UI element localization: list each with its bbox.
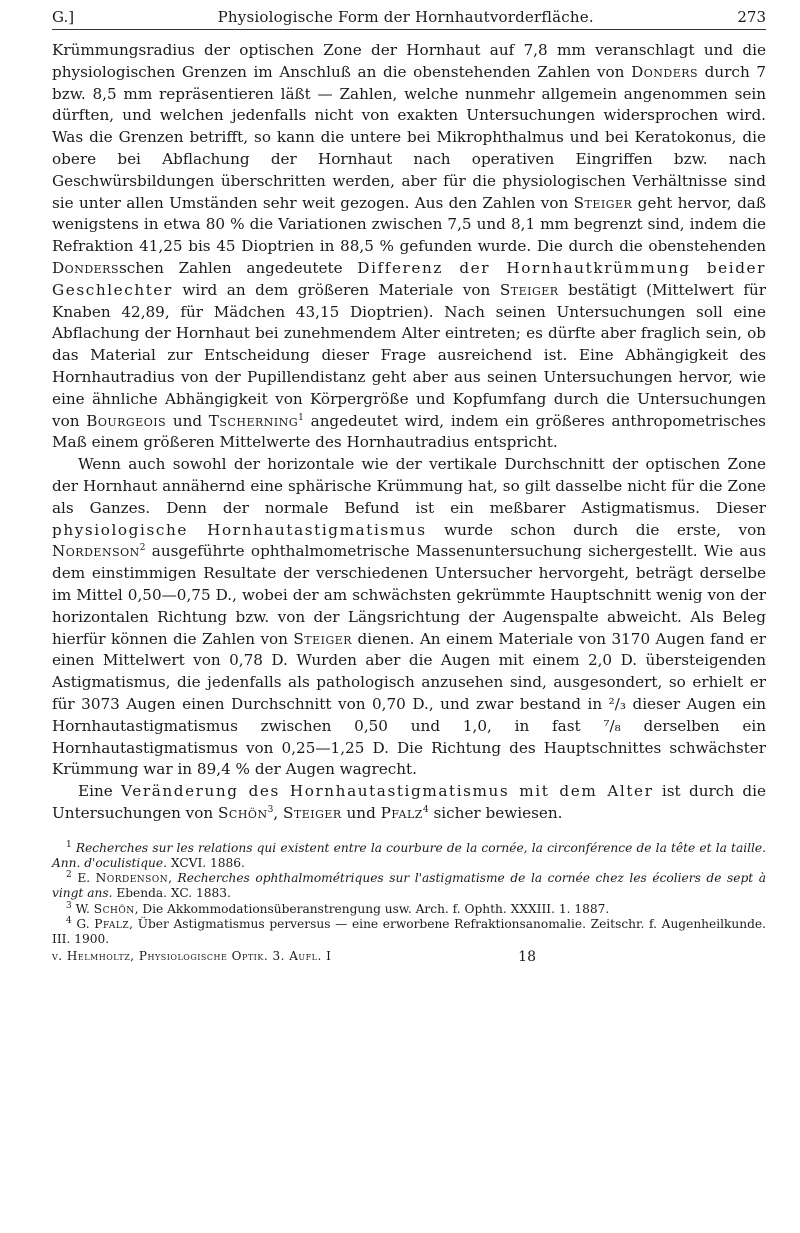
author-name: Steiger [282, 803, 342, 822]
footer-signature: v. Helmholtz, Physiologische Optik. 3. Aufl. I [52, 949, 332, 964]
text-run: XCVI. 1886. [167, 855, 245, 870]
text-run: ausgeführte ophthalmometrische Massenuntersuchung sichergestellt. Wie aus dem einstimmigen Resultate der verschiedenen Untersucher hervorgeht, beträgt derselbe im Mittel 0,50—0,75 D., wobei der am schwächsten gekrümmte Hauptschnitt wenig von der horizontalen Richtung bzw. von der Längsrichtung der Augenspalte abweicht. Als Beleg hierfür können die Zahlen von [52, 542, 766, 648]
text-run: sicher bewiesen. [428, 803, 563, 822]
paragraph [52, 40, 766, 454]
body-text [52, 40, 766, 825]
author-name: Nordenson [95, 871, 169, 886]
text-run: wurde schon durch die erste, von [426, 520, 766, 539]
footnote [52, 917, 766, 947]
footnote-marker: 2 [139, 543, 146, 554]
emphasized-term: physiologische Hornhautastigmatismus [52, 520, 427, 539]
footnote [52, 902, 766, 917]
text-run: geht hervor, daß wenigstens in etwa 80 % die Variationen zwischen 7,5 und 8,1 mm begrenzt sind, indem die Refraktion 41,25 bis 45 Dioptrien in 88,5 % gefunden wurde. Die durch die obenstehenden [52, 193, 767, 256]
footnote-marker: 4 [422, 804, 429, 815]
author-name: Tscherning [208, 411, 299, 430]
author-name: Steiger [573, 193, 633, 212]
footnote-marker: 2 [66, 870, 72, 881]
paragraph [52, 781, 766, 825]
footer-sheet-number: 18 [518, 949, 536, 966]
text-run: bestätigt (Mittelwert für Knaben 42,89, für Mädchen 43,15 Dioptrien). Nach seinen Untersuchungen soll eine Abflachung der Hornhaut bei zunehmendem Alter eintreten; es dürfte aber fraglich sein, ob das Material zur Entscheidung dieser Frage ausreichend ist. Eine Abhängigkeit des Hornhautradius von der Pupillendistanz geht aber aus seinen Untersuchungen hervor, wie eine ähnliche Abhängigkeit von Körpergröße und Kopfumfang durch die Untersuchungen von [52, 280, 766, 430]
text-run: Krümmungsradius der optischen Zone der Hornhaut auf 7,8 mm veranschlagt und die physiologischen Grenzen im Anschluß an die obenstehenden Zahlen von [52, 41, 766, 81]
text-run: , Über Astigmatismus perversus — eine erworbene Refraktionsanomalie. Zeitschr. f. Augenheilkunde. III. 1900. [52, 916, 766, 946]
text-run: und [166, 411, 209, 430]
author-name: Donders [631, 62, 699, 81]
cited-title: Recherches ophthalmométriques sur l'astigmatisme de la cornée chez les écoliers de sept à vingt ans. [52, 871, 767, 901]
footnotes [52, 841, 766, 965]
header-page-number: 273 [737, 8, 766, 26]
footnote-marker: 3 [267, 804, 274, 815]
emphasized-term: Differenz der Hornhautkrümmung beider Geschlechter [52, 258, 766, 299]
paragraph [52, 454, 766, 781]
text-run: wird an dem größeren Materiale von [172, 280, 500, 299]
footnote-marker: 1 [298, 412, 304, 423]
running-header [52, 8, 766, 30]
author-name: Bourgeois [86, 411, 167, 430]
footnote-marker: 3 [66, 900, 72, 911]
text-run: Ebenda. XC. 1883. [112, 886, 231, 901]
footnote-marker: 4 [66, 915, 72, 926]
author-name: Pfalz [94, 916, 130, 931]
cited-title: Recherches sur les relations qui existent entre la courbure de la cornée, la circonférence de la tête et la taille. Ann. d'oculistique. [52, 840, 766, 870]
text-run: durch 7 bzw. 8,5 mm repräsentieren läßt — Zahlen, welche nunmehr allgemein angenommen sein dürften, und welchen jedenfalls nicht von exakten Untersuchungen widersprochen wird. Was die Grenzen betrifft, so kann die untere bei Mikrophthalmus und bei Keratokonus, die obere bei Abflachung der Hornhaut nach operativen Eingriffen bzw. nach Geschwürsbildungen überschritten werden, aber für die physiologischen Verhältnisse sind sie unter allen Umständen sehr weit gezogen. Aus den Zahlen von [52, 62, 766, 212]
book-page [52, 8, 766, 965]
author-name: Steiger [293, 629, 353, 648]
text-run: dienen. An einem Materiale von 3170 Augen fand er einen Mittelwert von 0,78 D. Wurden aber die Augen mit einem 2,0 D. übersteigenden Astigmatismus, die jedenfalls als pathologisch anzusehen sind, ausgesondert, so erhielt er für 3073 Augen einen Durchschnitt von 0,70 D., und zwar bestand in ²/₃ dieser Augen ein Hornhautastigmatismus zwischen 0,50 und 1,0, in fast ⁷/₈ derselben ein Hornhautastigmatismus von 0,25—1,25 D. Die Richtung des Hauptschnittes schwächster Krümmung war in 89,4 % der Augen wagrecht. [52, 629, 766, 779]
text-run: W. [71, 901, 94, 916]
author-name: Nordenson [52, 542, 140, 561]
text-run: Wenn auch sowohl der horizontale wie der vertikale Durchschnitt der optischen Zone der Hornhaut annähernd eine sphärische Krümmung hat, so gilt dasselbe nicht für die Zone als Ganzes. Denn der normale Befund ist ein meßbarer Astigmatismus. Dieser [52, 455, 766, 517]
text-run: ist durch die Untersuchungen von [52, 782, 766, 822]
author-name: Schön [218, 803, 268, 822]
text-run: G. [71, 916, 95, 931]
text-run: schen Zahlen angedeutete [119, 258, 358, 277]
footnote [52, 871, 766, 901]
emphasized-term: Veränderung des Hornhautastigmatismus mit dem Alter [121, 782, 654, 801]
author-name: Schön [93, 901, 135, 916]
author-name: Steiger [499, 280, 559, 299]
header-section-mark: G.] [52, 8, 75, 26]
text-run: Eine [78, 782, 122, 801]
header-title: Physiologische Form der Hornhautvorderfläche. [217, 8, 594, 26]
text-run: , Die Akkommodationsüberanstrengung usw. Arch. f. Ophth. XXXIII. 1. 1887. [134, 901, 610, 916]
footnote [52, 841, 766, 871]
text-run: , [273, 803, 283, 822]
text-run: E. [71, 871, 96, 886]
text-run: angedeutet wird, indem ein größeres anthropometrisches Maß einem größeren Mittelwerte des Hornhautradius entspricht. [52, 411, 766, 452]
author-name: Pfalz [380, 803, 423, 822]
author-name: Donders [52, 258, 119, 277]
page-footer [52, 949, 766, 965]
text-run: und [341, 803, 381, 822]
text-run: , [168, 871, 178, 886]
footnote-marker: 1 [66, 839, 72, 850]
